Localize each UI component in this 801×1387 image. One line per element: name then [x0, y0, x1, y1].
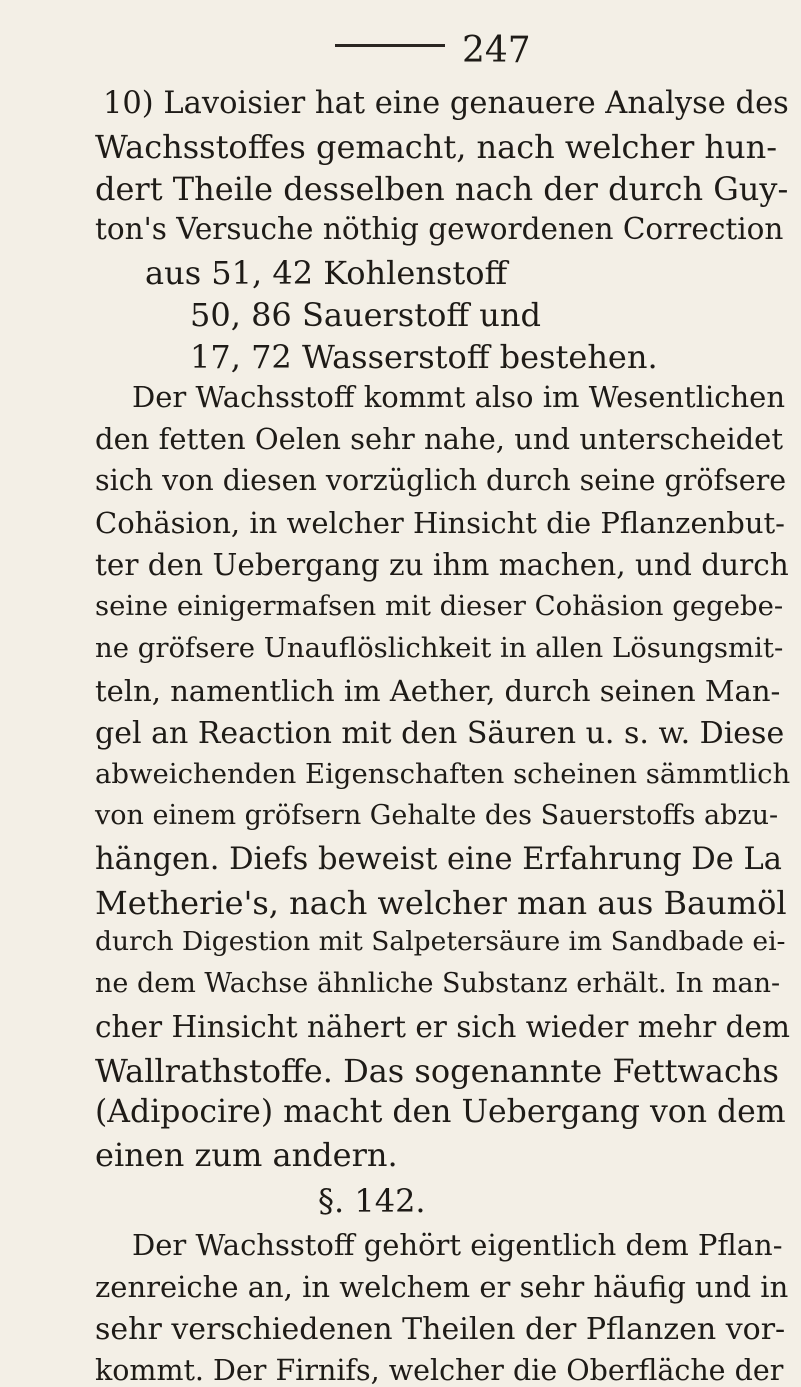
text-line: Der Wachsstoff gehört eigentlich dem Pflan-	[132, 1228, 783, 1262]
text-line: zenreiche an, in welchem er sehr häufig und in	[95, 1270, 789, 1304]
text-line: (Adipocire) macht den Uebergang von dem	[95, 1094, 786, 1130]
text-line: 50, 86 Sauerstoff und	[190, 296, 541, 334]
text-line: sich von diesen vorzüglich durch seine gröfsere	[95, 464, 787, 497]
text-line: teln, namentlich im Aether, durch seinen Man-	[95, 674, 781, 708]
text-line: gel an Reaction mit den Säuren u. s. w. Diese	[95, 716, 785, 751]
text-line: von einem gröfsern Gehalte des Sauerstoffs abzu-	[95, 800, 779, 831]
text-line: seine einigermafsen mit dieser Cohäsion gegebe-	[95, 590, 784, 622]
text-line: 17, 72 Wasserstoff bestehen.	[190, 338, 658, 376]
text-line: einen zum andern.	[95, 1136, 398, 1174]
text-line: Cohäsion, in welcher Hinsicht die Pflanzenbut-	[95, 506, 785, 540]
text-line: ton's Versuche nöthig gewordenen Correction	[95, 212, 784, 246]
page-number: 247	[462, 30, 531, 71]
section-heading: §. 142.	[318, 1182, 426, 1220]
text-line: abweichenden Eigenschaften scheinen sämmtlich	[95, 758, 791, 790]
text-line: durch Digestion mit Salpetersäure im Sandbade ei-	[95, 926, 786, 957]
text-line: ter den Uebergang zu ihm machen, und durch	[95, 548, 789, 582]
text-line: ne dem Wachse ähnliche Substanz erhält. In man-	[95, 968, 781, 999]
text-line: Metherie's, nach welcher man aus Baumöl	[95, 884, 787, 922]
text-line: den fetten Oelen sehr nahe, und unterscheidet	[95, 422, 783, 456]
text-line: kommt. Der Firnifs, welcher die Oberfläche der	[95, 1354, 784, 1387]
text-line: ne gröfsere Unauflöslichkeit in allen Lösungsmit-	[95, 632, 784, 664]
text-line: hängen. Diefs beweist eine Erfahrung De La	[95, 842, 782, 877]
text-line: aus 51, 42 Kohlenstoff	[145, 254, 508, 292]
text-line: 10) Lavoisier hat eine genauere Analyse des	[103, 86, 789, 121]
text-line: sehr verschiedenen Theilen der Pflanzen vor-	[95, 1312, 786, 1347]
header-rule	[335, 44, 445, 47]
text-line: Der Wachsstoff kommt also im Wesentlichen	[132, 380, 785, 414]
text-line: cher Hinsicht nähert er sich wieder mehr dem	[95, 1010, 790, 1044]
text-line: dert Theile desselben nach der durch Guy-	[95, 170, 789, 208]
text-line: Wachsstoffes gemacht, nach welcher hun-	[95, 128, 778, 166]
text-line: Wallrathstoffe. Das sogenannte Fettwachs	[95, 1052, 779, 1090]
